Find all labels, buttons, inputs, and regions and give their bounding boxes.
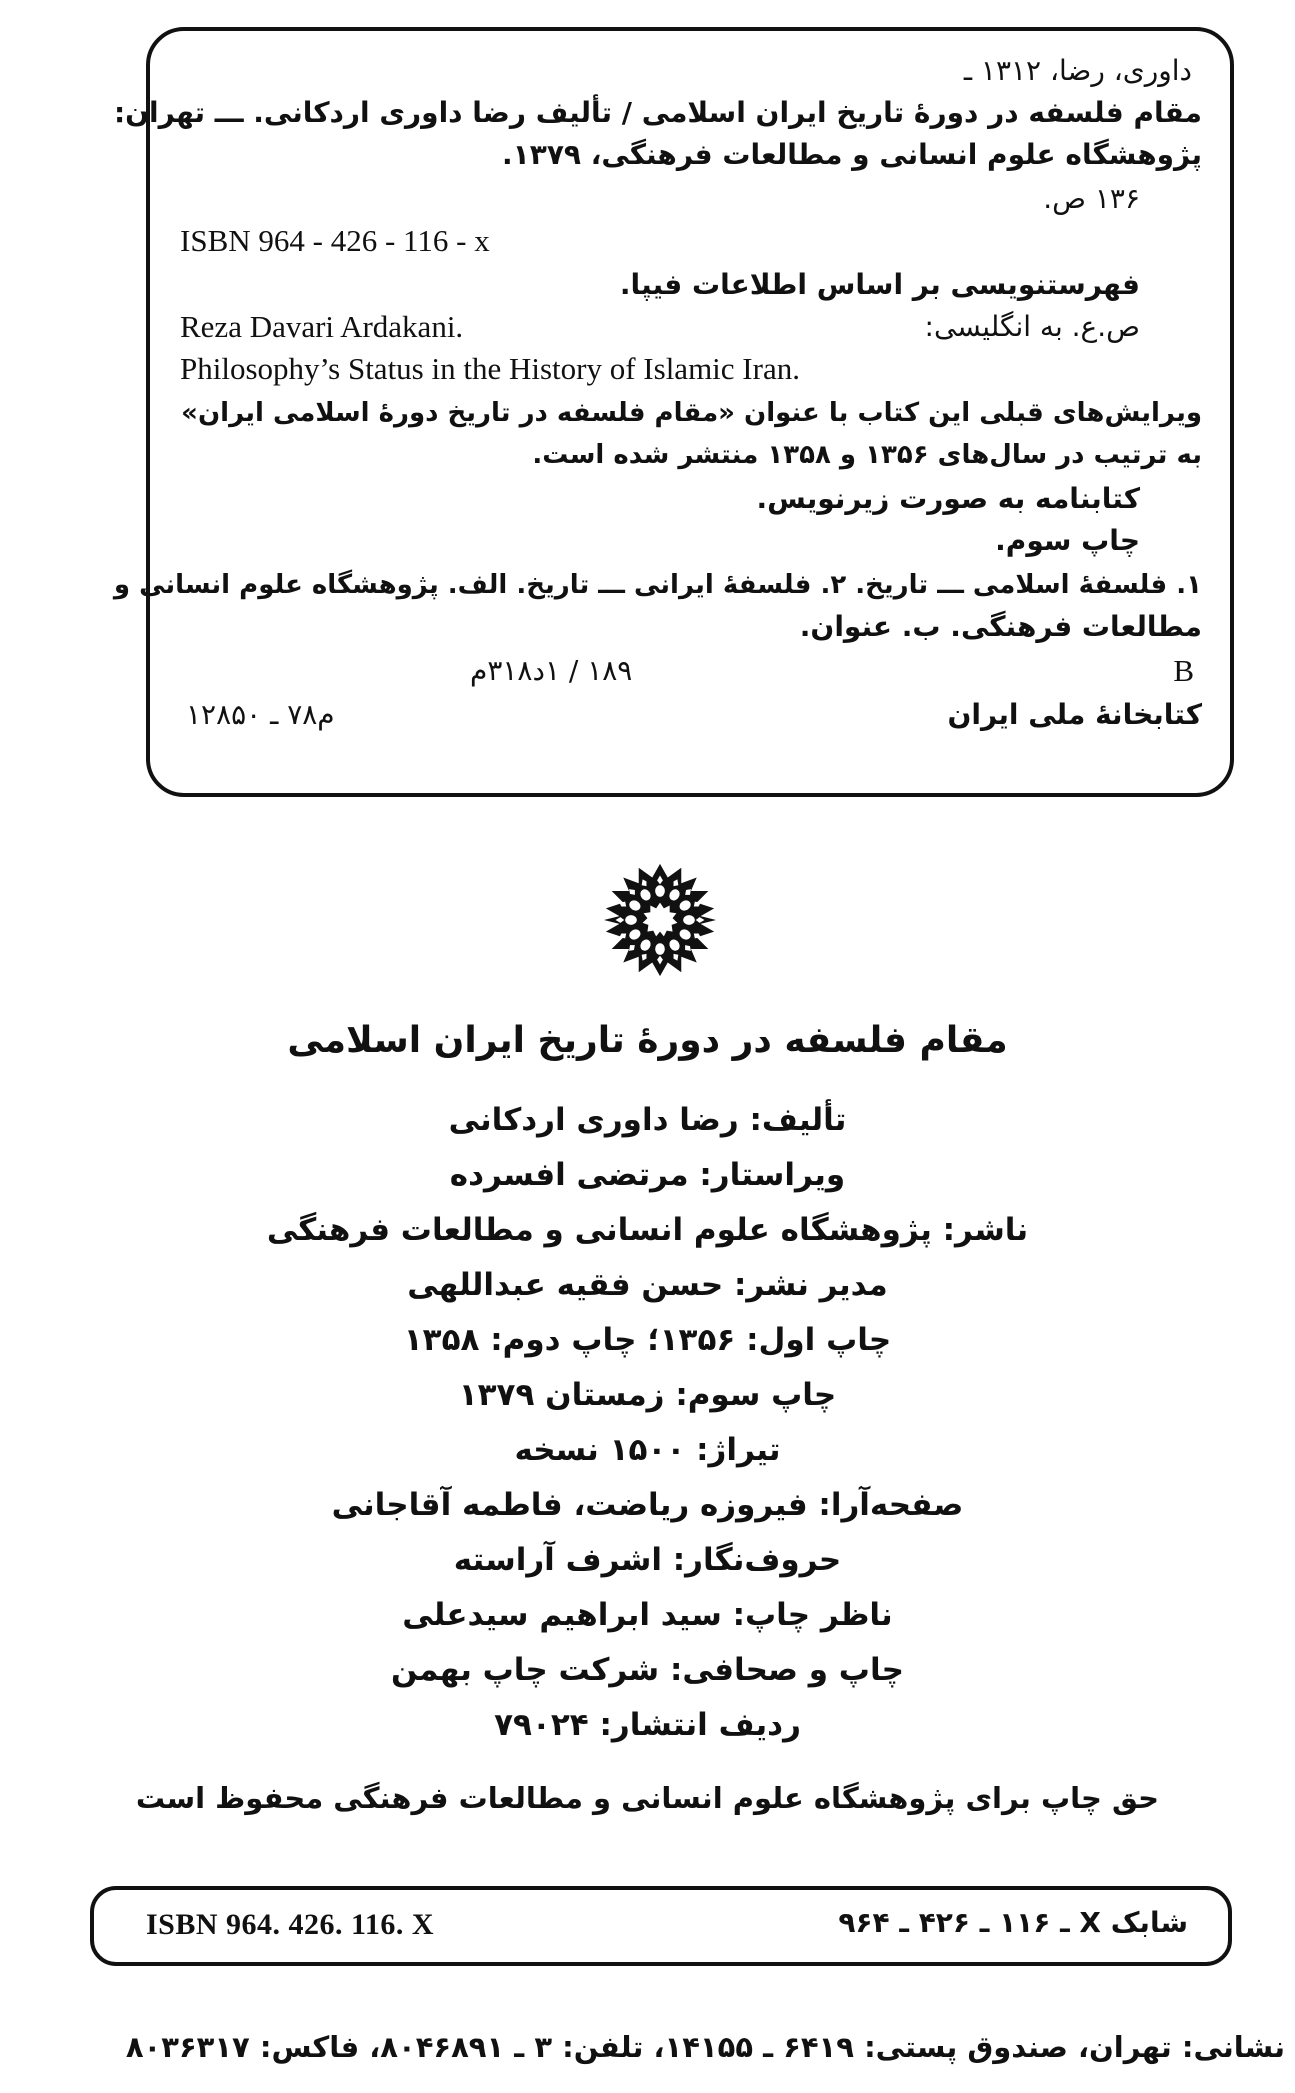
colophon-print-run: تیراژ: ۱۵۰۰ نسخه xyxy=(514,1432,781,1468)
cip-previous-editions-2: به ترتیب در سال‌های ۱۳۵۶ و ۱۳۵۸ منتشر شده است. xyxy=(532,440,1202,470)
colophon-typesetter: حروف‌نگار: اشرف آراسته xyxy=(453,1542,842,1578)
colophon-first-second-edition: چاپ اول: ۱۳۵۶؛ چاپ دوم: ۱۳۵۸ xyxy=(403,1322,892,1358)
colophon-editor: ویراستار: مرتضی افسرده xyxy=(449,1157,846,1193)
colophon-layout: صفحه‌آرا: فیروزه ریاضت، فاطمه آقاجانی xyxy=(331,1487,964,1523)
cip-pages: ۱۳۶ ص. xyxy=(1043,182,1140,215)
colophon-third-edition: چاپ سوم: زمستان ۱۳۷۹ xyxy=(458,1377,837,1413)
isbn-persian: شابک X ـ ۱۱۶ ـ ۴۲۶ ـ ۹۶۴ xyxy=(838,1906,1188,1939)
cip-call-number: ۱۸۹ / ۱د۳۱۸م xyxy=(470,654,633,687)
colophon-printing-binding: چاپ و صحافی: شرکت چاپ بهمن xyxy=(391,1652,904,1688)
colophon-author: تألیف: رضا داوری اردکانی xyxy=(448,1102,847,1138)
islamic-star-rosette-icon xyxy=(602,862,718,978)
cip-bibliography-note: کتابنامه به صورت زیرنویس. xyxy=(756,482,1140,515)
colophon-print-supervisor: ناظر چاپ: سید ابراهیم سیدعلی xyxy=(402,1597,893,1633)
cip-english-title-label: ص.ع. به انگلیسی: xyxy=(924,310,1140,343)
book-title: مقام فلسفه در دورهٔ تاریخ ایران اسلامی xyxy=(287,1020,1008,1061)
isbn-box xyxy=(90,1886,1232,1966)
cip-english-title: Philosophy’s Status in the History of Islamic Iran. xyxy=(180,351,800,386)
isbn-latin: ISBN 964. 426. 116. X xyxy=(146,1908,435,1941)
cip-subjects-2: مطالعات فرهنگی. ب. عنوان. xyxy=(799,610,1202,643)
cip-library-number: م۷۸ ـ ۱۲۸۵۰ xyxy=(186,698,335,731)
cip-library: کتابخانهٔ ملی ایران xyxy=(947,698,1202,731)
cip-title-line-2: پژوهشگاه علوم انسانی و مطالعات فرهنگی، ۱۳۷۹. xyxy=(502,138,1202,171)
cip-title-line-1: مقام فلسفه در دورهٔ تاریخ ایران اسلامی / تألیف رضا داوری اردکانی. ـــ تهران: xyxy=(113,96,1202,129)
colophon-publisher: ناشر: پژوهشگاه علوم انسانی و مطالعات فرهنگی xyxy=(266,1212,1029,1248)
cip-catalog-card xyxy=(113,27,1234,797)
cip-cataloging-note: فهرستنویسی بر اساس اطلاعات فیپا. xyxy=(619,268,1140,301)
publisher-address: نشانی: تهران، صندوق پستی: ۶۴۱۹ ـ ۱۴۱۵۵، تلفن: ۳ ـ ۸۰۴۶۸۹۱، فاکس: ۸۰۳۶۳۱۷ xyxy=(125,2030,1285,2064)
cip-english-author: Reza Davari Ardakani. xyxy=(180,309,464,344)
cip-subjects-1: ۱. فلسفهٔ اسلامی ـــ تاریخ. ۲. فلسفهٔ ایرانی ـــ تاریخ. الف. پژوهشگاه علوم انسانی و xyxy=(113,570,1202,600)
cip-edition-note: چاپ سوم. xyxy=(995,524,1140,557)
cip-previous-editions-1: ویرایش‌های قبلی این کتاب با عنوان «مقام فلسفه در تاریخ دورهٔ اسلامی ایران» xyxy=(181,398,1202,428)
colophon-publishing-manager: مدیر نشر: حسن فقیه عبداللهی xyxy=(407,1267,888,1303)
cip-class-letter: B xyxy=(1173,653,1194,688)
colophon-copyright: حق چاپ برای پژوهشگاه علوم انسانی و مطالعات فرهنگی محفوظ است xyxy=(135,1781,1160,1815)
cip-isbn: ISBN 964 - 426 - 116 - x xyxy=(180,223,490,258)
rosette-svg xyxy=(602,862,718,978)
cip-author: داوری، رضا، ۱۳۱۲ ـ xyxy=(963,54,1192,87)
colophon-publication-number: ردیف انتشار: ۷۹۰۲۴ xyxy=(494,1707,801,1743)
